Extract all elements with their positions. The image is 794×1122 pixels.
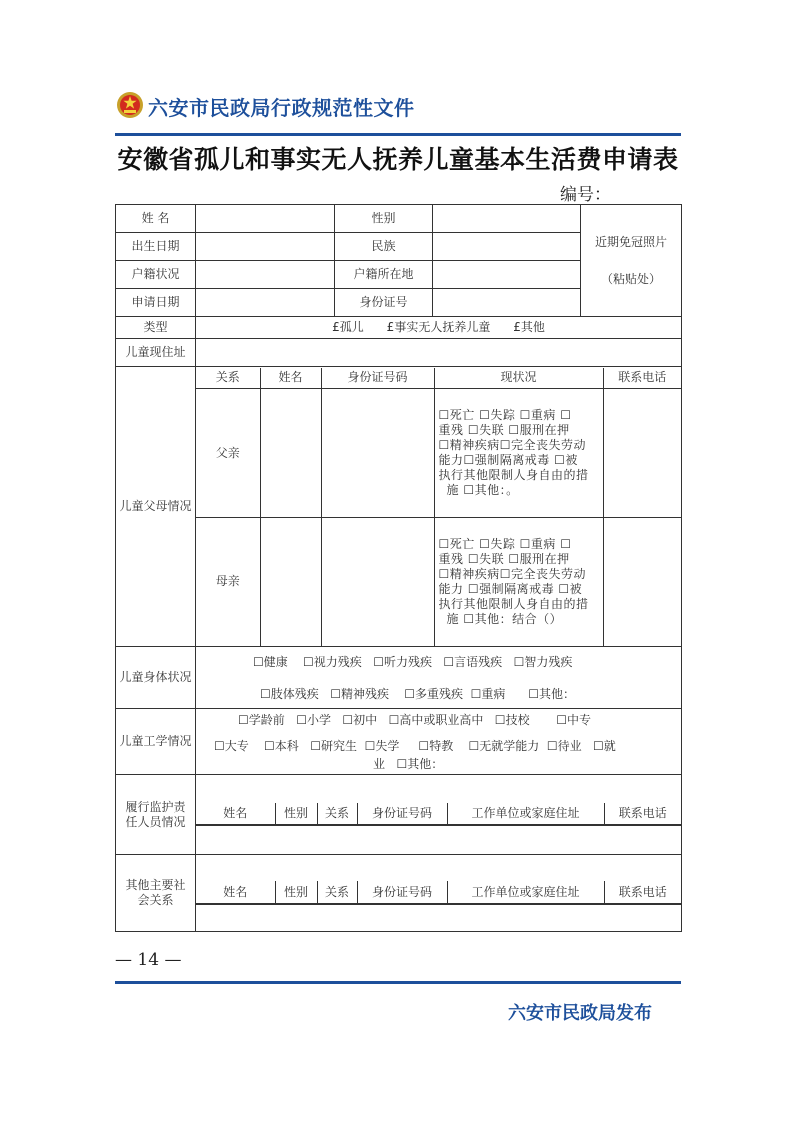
father-id-field[interactable] (321, 389, 434, 518)
document-title: 安徽省孤儿和事实无人抚养儿童基本生活费申请表 (117, 145, 679, 174)
name-header: 姓名 (196, 881, 275, 904)
status-header: 现状况 (434, 368, 603, 389)
mother-status-line: ☐精神疾病☐完全丧失劳动 (438, 566, 587, 581)
address-label: 儿童现住址 (116, 339, 196, 367)
father-status-line: 重残 ☐失联 ☐服刑在押 (438, 423, 570, 437)
father-status-line: 施 ☐其他：。 (446, 483, 519, 497)
form-row-type (116, 317, 682, 339)
id-number-label: 身份证号 (335, 289, 433, 317)
birth-date-label: 出生日期 (116, 233, 196, 261)
guardian-address-field[interactable] (447, 825, 604, 826)
other-gender-field[interactable] (275, 905, 317, 906)
father-status-line: 执行其他限制人身自由的措 (438, 468, 589, 482)
mother-status-line: 能力 ☐强制隔离戒毒 ☐被 (438, 581, 583, 596)
mother-status-line: 执行其他限制人身自由的措 (438, 596, 589, 611)
id-header: 身份证号码 (321, 368, 434, 389)
form-row-health (116, 647, 682, 709)
guardian-subtable (196, 803, 681, 826)
address-field[interactable] (196, 339, 682, 367)
guardian-relation-field[interactable] (317, 825, 357, 826)
mother-label: 母亲 (196, 518, 260, 646)
others-header-row (196, 881, 681, 904)
guardian-label: 履行监护责任人员情况 (116, 775, 196, 855)
gender-header: 性别 (275, 881, 317, 904)
photo-label: 近期免冠照片 (594, 234, 667, 249)
health-options[interactable] (196, 647, 682, 709)
gender-field[interactable] (433, 205, 581, 233)
mother-status-line: 施 ☐其他：结合（） (446, 611, 563, 626)
household-place-field[interactable] (433, 261, 581, 289)
relation-header: 关系 (317, 881, 357, 904)
form-row-school (116, 709, 682, 775)
birth-date-field[interactable] (196, 233, 335, 261)
father-row (196, 389, 681, 518)
name-header: 姓名 (260, 368, 321, 389)
mother-phone-field[interactable] (603, 518, 681, 646)
other-address-field[interactable] (447, 905, 604, 906)
type-label: 类型 (116, 317, 196, 339)
serial-number-label: 编号： (560, 185, 611, 205)
form-row-name (116, 205, 682, 233)
father-status-line: ☐死亡 ☐失踪 ☐重病 ☐ (438, 408, 572, 422)
form-row-parents (116, 367, 682, 647)
name-label: 姓 名 (116, 205, 196, 233)
father-phone-field[interactable] (603, 389, 681, 518)
name-header: 姓名 (196, 803, 275, 824)
guardian-subtable-cell (196, 775, 682, 855)
mother-status-options[interactable] (434, 518, 603, 646)
other-relation-field[interactable] (317, 905, 357, 906)
gender-label: 性别 (335, 205, 433, 233)
relation-header: 关系 (196, 368, 260, 389)
father-status-line: 能力☐强制隔离戒毒 ☐被 (438, 453, 578, 467)
household-status-label: 户籍状况 (116, 261, 196, 289)
form-row-address (116, 339, 682, 367)
phone-header: 联系电话 (603, 368, 681, 389)
school-label: 儿童工学情况 (116, 709, 196, 775)
relation-header: 关系 (317, 803, 357, 824)
header-title: 六安市民政局行政规范性文件 (148, 96, 415, 120)
school-options-line: ☐学龄前 ☐小学 ☐初中 ☐高中或职业高中 ☐技校 ☐中专 (238, 712, 592, 727)
mother-row (196, 518, 681, 646)
school-options[interactable] (196, 709, 682, 775)
others-subtable-cell (196, 855, 682, 932)
address-header: 工作单位或家庭住址 (447, 881, 604, 904)
mother-id-field[interactable] (321, 518, 434, 646)
address-header: 工作单位或家庭住址 (447, 803, 604, 824)
school-options-line: ☐大专 ☐本科 ☐研究生 ☐失学 ☐特教 ☐无就学能力 ☐待业 ☐就 (214, 738, 616, 753)
household-status-field[interactable] (196, 261, 335, 289)
form-row-others (116, 855, 682, 932)
application-form-table (115, 204, 682, 932)
phone-header: 联系电话 (604, 803, 681, 824)
household-place-label: 户籍所在地 (335, 261, 433, 289)
father-name-field[interactable] (260, 389, 321, 518)
mother-status-line: 重残 ☐失联 ☐服刑在押 (438, 551, 570, 566)
header-divider (115, 133, 681, 136)
parents-subtable-cell (196, 367, 682, 647)
apply-date-label: 申请日期 (116, 289, 196, 317)
mother-name-field[interactable] (260, 518, 321, 646)
guardian-header-row (196, 803, 681, 824)
others-subtable (196, 881, 681, 906)
phone-header: 联系电话 (604, 881, 681, 904)
page-number: — 14 — (115, 950, 182, 970)
father-status-line: ☐精神疾病☐完全丧失劳动 (438, 438, 587, 452)
guardian-entry-row (196, 825, 681, 826)
parents-label: 儿童父母情况 (116, 367, 196, 647)
type-options[interactable]: £孤儿 £事实无人抚养儿童 £其他 (196, 317, 682, 339)
other-name-field[interactable] (196, 905, 275, 906)
other-phone-field[interactable] (604, 905, 681, 906)
guardian-gender-field[interactable] (275, 825, 317, 826)
guardian-phone-field[interactable] (604, 825, 681, 826)
health-options-line: ☐肢体残疾 ☐精神残疾 ☐多重残疾 ☐重病 ☐其他： (260, 686, 576, 701)
parents-header-row (196, 368, 681, 389)
name-field[interactable] (196, 205, 335, 233)
father-status-options[interactable] (434, 389, 603, 518)
apply-date-field[interactable] (196, 289, 335, 317)
guardian-name-field[interactable] (196, 825, 275, 826)
health-label: 儿童身体状况 (116, 647, 196, 709)
father-label: 父亲 (196, 389, 260, 518)
parents-subtable (196, 368, 681, 646)
gender-header: 性别 (275, 803, 317, 824)
mother-status-line: ☐死亡 ☐失踪 ☐重病 ☐ (438, 536, 572, 551)
photo-paste-label: （粘贴处） (600, 271, 661, 286)
guardian-id-field[interactable] (357, 825, 447, 826)
id-header: 身份证号码 (357, 803, 447, 824)
footer-divider (115, 981, 681, 984)
form-row-guardian (116, 775, 682, 855)
id-header: 身份证号码 (357, 881, 447, 904)
others-entry-row (196, 905, 681, 906)
other-id-field[interactable] (357, 905, 447, 906)
ethnic-label: 民族 (335, 233, 433, 261)
school-options-line: 业 ☐其他： (373, 756, 444, 771)
footer-publisher: 六安市民政局发布 (508, 1003, 652, 1024)
id-number-field[interactable] (433, 289, 581, 317)
ethnic-field[interactable] (433, 233, 581, 261)
national-emblem-icon (116, 91, 144, 119)
health-options-line: ☐健康 ☐视力残疾 ☐听力残疾 ☐言语残疾 ☐智力残疾 (253, 654, 573, 669)
other-relations-label: 其他主要社会关系 (116, 855, 196, 932)
photo-box[interactable] (581, 205, 682, 317)
